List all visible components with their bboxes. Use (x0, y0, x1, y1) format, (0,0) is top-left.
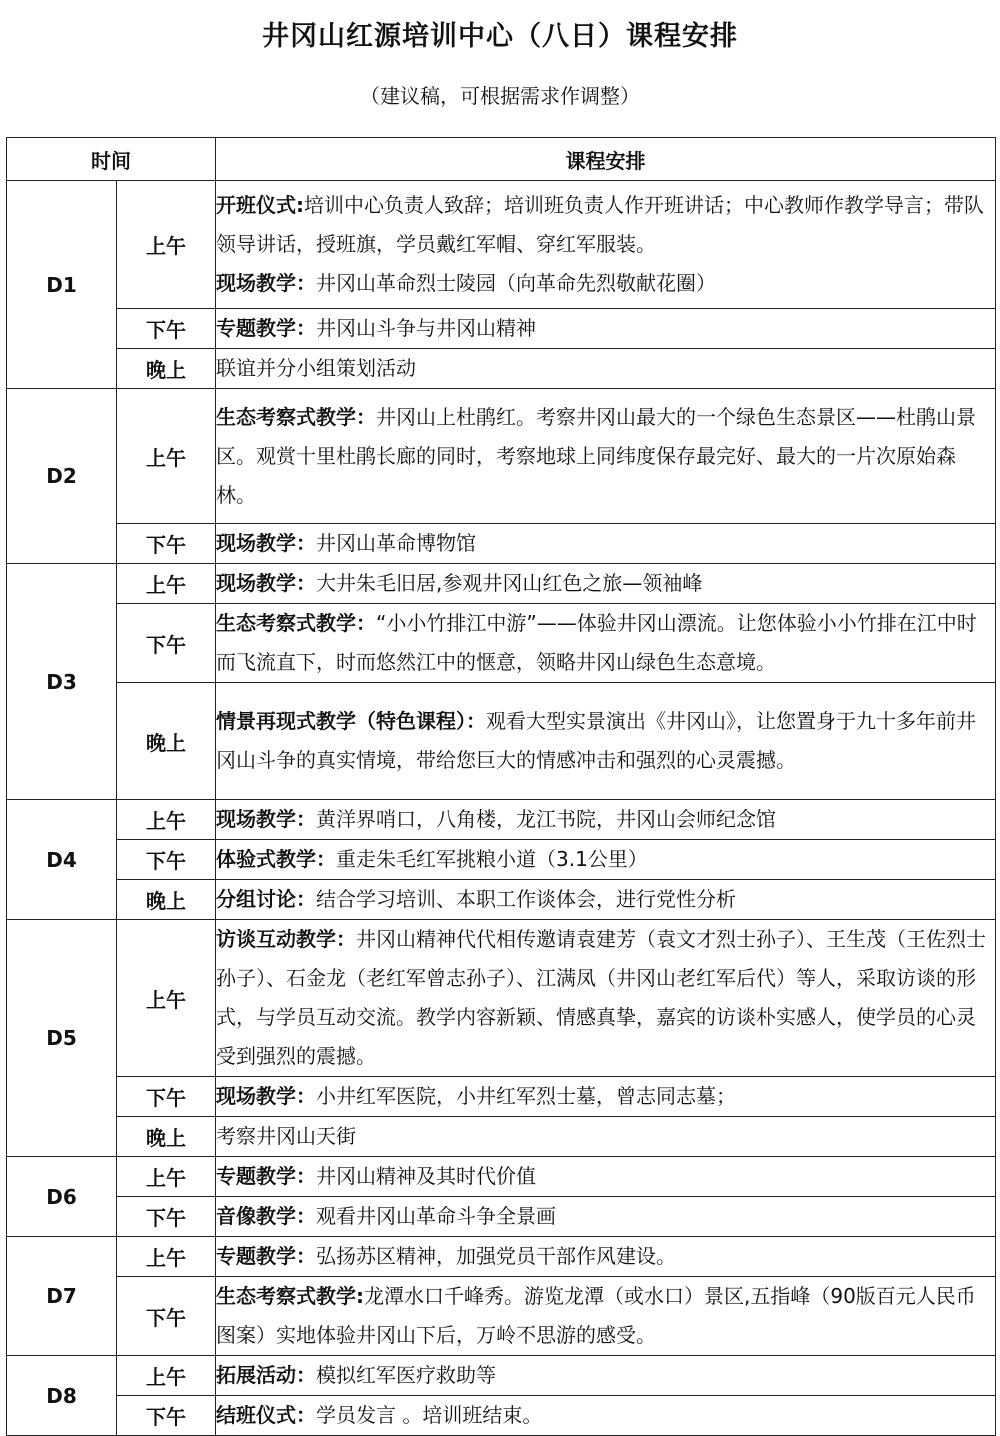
schedule-body (7, 181, 996, 1436)
content-line (216, 840, 995, 879)
period-label: 下午 (117, 1396, 216, 1436)
content-text: 黄洋界哨口，八角楼，龙江书院，井冈山会师纪念馆 (316, 807, 776, 831)
content-line (216, 1277, 995, 1355)
session-content (216, 1157, 996, 1197)
content-text: 小井红军医院，小井红军烈士墓，曾志同志墓； (316, 1084, 736, 1108)
content-text: 观看大型实景演出《井冈山》，让您置身于九十多年前井冈山斗争的真实情境，带给您巨大的情感冲击和强烈的心灵震撼。 (216, 709, 976, 772)
period-label: 晚上 (117, 1117, 216, 1157)
schedule-row (7, 389, 996, 524)
session-content (216, 524, 996, 564)
content-text: 井冈山上杜鹃红。考察井冈山最大的一个绿色生态景区——杜鹃山景区。观赏十里杜鹃长廊的同时，考察地球上同纬度保存最完好、最大的一片次原始森林。 (216, 404, 976, 507)
content-line (216, 349, 995, 388)
schedule-row (7, 840, 996, 880)
content-line (216, 309, 995, 348)
teaching-type-label: 现场教学： (216, 271, 316, 295)
teaching-type-label: 拓展活动： (216, 1363, 316, 1387)
schedule-row (7, 1277, 996, 1356)
content-line (216, 398, 995, 515)
schedule-header: 课程安排 (216, 138, 996, 181)
session-content (216, 389, 996, 524)
schedule-row (7, 181, 996, 309)
content-line (216, 1157, 995, 1196)
teaching-type-label: 访谈互动教学： (216, 927, 356, 951)
teaching-type-label: 情景再现式教学（特色课程）： (216, 709, 486, 733)
time-header: 时间 (7, 138, 216, 181)
teaching-type-label: 音像教学： (216, 1204, 316, 1228)
teaching-type-label: 分组讨论： (216, 887, 316, 911)
period-label: 下午 (117, 604, 216, 683)
period-label: 下午 (117, 1277, 216, 1356)
teaching-type-label: 现场教学： (216, 1084, 316, 1108)
content-text: 模拟红军医疗救助等 (316, 1363, 496, 1387)
content-text: 井冈山精神代代相传邀请袁建芳（袁文才烈士孙子）、王生茂（王佐烈士孙子）、石金龙（老红军曾志孙子）、江满凤（井冈山老红军后代）等人，采取访谈的形式，与学员互动交流。教学内容新颖、情感真挚，嘉宾的访谈朴实感人，使学员的心灵受到强烈的震撼。 (216, 927, 986, 1068)
content-text: 大井朱毛旧居,参观井冈山红色之旅—领袖峰 (316, 571, 703, 595)
content-text: 培训中心负责人致辞；培训班负责人作开班讲话；中心教师作教学导言；带队领导讲话，授班旗，学员戴红军帽、穿红军服装。 (216, 193, 984, 256)
period-label: 晚上 (117, 683, 216, 800)
teaching-type-label: 结班仪式： (216, 1403, 316, 1427)
content-text: “小小竹排江中游”——体验井冈山漂流。让您体验小小竹排在江中时而飞流直下，时而悠然江中的惬意，领略井冈山绿色生态意境。 (216, 611, 977, 674)
teaching-type-label: 生态考察式教学: (216, 1284, 364, 1308)
session-content (216, 1277, 996, 1356)
content-text: 井冈山精神及其时代价值 (316, 1164, 536, 1188)
session-content (216, 181, 996, 309)
schedule-row (7, 349, 996, 389)
content-line (216, 1356, 995, 1395)
content-text: 井冈山革命博物馆 (316, 531, 476, 555)
period-label: 下午 (117, 524, 216, 564)
content-line (216, 1396, 995, 1435)
content-line (216, 702, 995, 780)
session-content (216, 840, 996, 880)
teaching-type-label: 现场教学： (216, 531, 316, 555)
session-content (216, 1077, 996, 1117)
period-label: 上午 (117, 1157, 216, 1197)
day-label: D3 (7, 564, 117, 800)
session-content (216, 1117, 996, 1157)
period-label: 上午 (117, 800, 216, 840)
content-text: 考察井冈山天街 (216, 1124, 356, 1148)
session-content (216, 1197, 996, 1237)
day-label: D7 (7, 1237, 117, 1356)
content-text: 井冈山革命烈士陵园（向革命先烈敬献花圈） (316, 271, 716, 295)
teaching-type-label: 现场教学： (216, 571, 316, 595)
content-line (216, 800, 995, 839)
content-text: 观看井冈山革命斗争全景画 (316, 1204, 556, 1228)
content-line (216, 1077, 995, 1116)
teaching-type-label: 专题教学： (216, 1164, 316, 1188)
day-label: D8 (7, 1356, 117, 1436)
session-content (216, 920, 996, 1077)
schedule-row (7, 1237, 996, 1277)
session-content (216, 1396, 996, 1436)
schedule-row (7, 1396, 996, 1436)
content-text: 弘扬苏区精神，加强党员干部作风建设。 (316, 1244, 676, 1268)
schedule-row (7, 1077, 996, 1117)
teaching-type-label: 体验式教学： (216, 847, 336, 871)
content-line (216, 186, 995, 264)
schedule-row (7, 604, 996, 683)
page-title: 井冈山红源培训中心（八日）课程安排 (262, 21, 738, 52)
content-line (216, 564, 995, 603)
schedule-row (7, 564, 996, 604)
teaching-type-label: 生态考察式教学： (216, 404, 376, 429)
session-content (216, 683, 996, 800)
teaching-type-label: 开班仪式: (216, 193, 304, 217)
schedule-row (7, 309, 996, 349)
period-label: 上午 (117, 920, 216, 1077)
schedule-row (7, 1356, 996, 1396)
schedule-table (6, 137, 996, 1436)
period-label: 下午 (117, 1077, 216, 1117)
content-text: 结合学习培训、本职工作谈体会，进行党性分析 (316, 887, 736, 911)
content-line (216, 524, 995, 563)
content-line (216, 920, 995, 1076)
table-header-row (7, 138, 996, 181)
content-text: 重走朱毛红军挑粮小道（3.1公里） (336, 847, 648, 871)
session-content (216, 1237, 996, 1277)
period-label: 上午 (117, 389, 216, 524)
content-text: 龙潭水口千峰秀。游览龙潭（或水口）景区,五指峰（90版百元人民币图案）实地体验井冈山下后，万岭不思游的感受。 (216, 1284, 976, 1347)
period-label: 晚上 (117, 349, 216, 389)
schedule-row (7, 1197, 996, 1237)
session-content (216, 1356, 996, 1396)
period-label: 晚上 (117, 880, 216, 920)
schedule-row (7, 524, 996, 564)
day-label: D2 (7, 389, 117, 564)
content-line (216, 1197, 995, 1236)
schedule-row (7, 1157, 996, 1197)
content-line (216, 604, 995, 682)
period-label: 下午 (117, 309, 216, 349)
content-text: 井冈山斗争与井冈山精神 (316, 316, 536, 340)
schedule-row (7, 1117, 996, 1157)
period-label: 下午 (117, 840, 216, 880)
teaching-type-label: 生态考察式教学： (216, 611, 376, 635)
session-content (216, 309, 996, 349)
content-line (216, 880, 995, 919)
period-label: 上午 (117, 181, 216, 309)
period-label: 上午 (117, 1237, 216, 1277)
session-content (216, 604, 996, 683)
session-content (216, 349, 996, 389)
period-label: 下午 (117, 1197, 216, 1237)
session-content (216, 880, 996, 920)
schedule-row (7, 800, 996, 840)
day-label: D6 (7, 1157, 117, 1237)
day-label: D5 (7, 920, 117, 1157)
session-content (216, 800, 996, 840)
teaching-type-label: 现场教学： (216, 807, 316, 831)
period-label: 上午 (117, 1356, 216, 1396)
content-line (216, 264, 995, 303)
schedule-row (7, 920, 996, 1077)
content-text: 学员发言 。培训班结束。 (316, 1403, 543, 1427)
day-label: D1 (7, 181, 117, 389)
session-content (216, 564, 996, 604)
period-label: 上午 (117, 564, 216, 604)
schedule-row (7, 880, 996, 920)
page-subtitle: （建议稿，可根据需求作调整） (360, 84, 640, 108)
content-line (216, 1237, 995, 1276)
content-text: 联谊并分小组策划活动 (216, 356, 416, 380)
teaching-type-label: 专题教学： (216, 316, 316, 340)
teaching-type-label: 专题教学： (216, 1244, 316, 1268)
content-line (216, 1117, 995, 1156)
schedule-row (7, 683, 996, 800)
day-label: D4 (7, 800, 117, 920)
